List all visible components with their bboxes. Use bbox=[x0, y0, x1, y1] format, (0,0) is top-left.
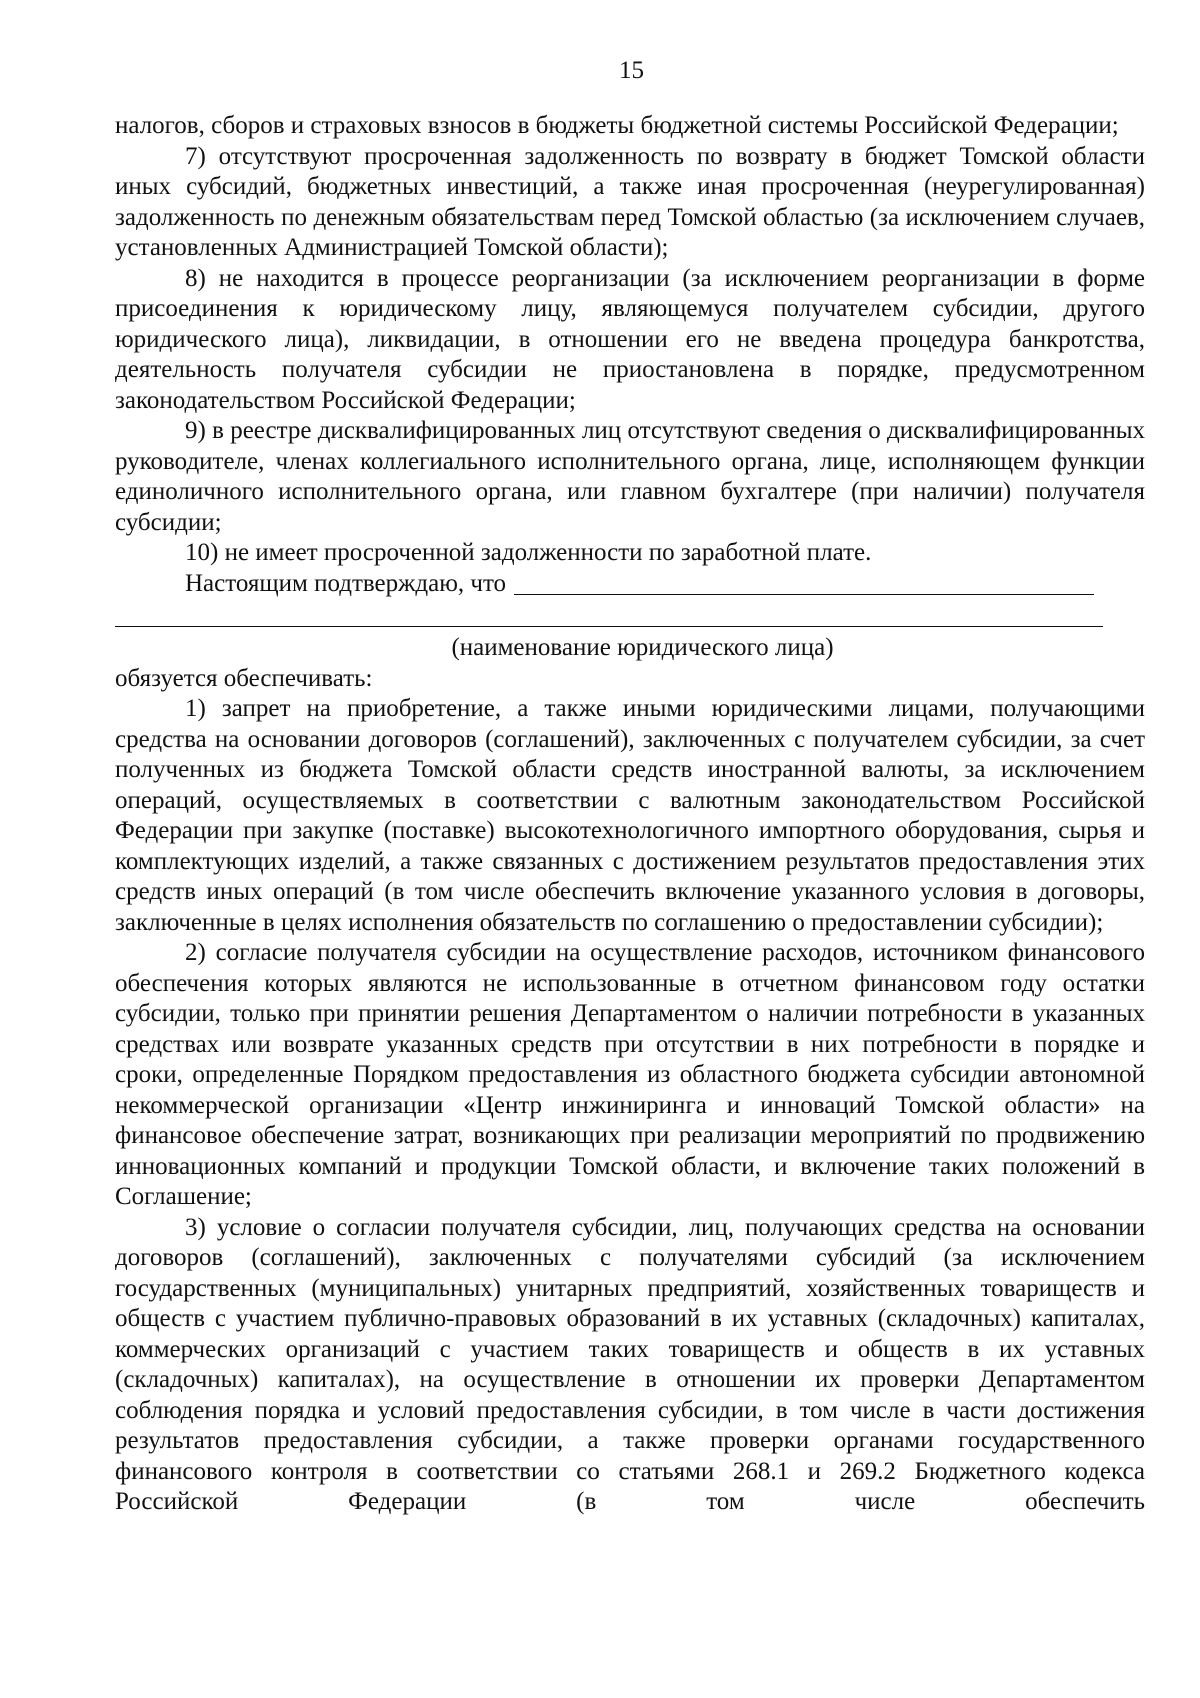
fill-in-blank bbox=[514, 594, 1094, 595]
confirm-text: Настоящим подтверждаю, что bbox=[185, 569, 507, 597]
paragraph-taxes-continuation: налогов, сборов и страховых взносов в бюджеты бюджетной системы Российской Федерации; bbox=[115, 112, 1119, 139]
confirm-line bbox=[115, 569, 1145, 600]
paragraph-item-8: 8) не находится в процессе реорганизации (за исключением реорганизации в форме присоединения к юридическому лицу, являющемуся получателем субсидии, другого юридического лица), ликвидации, в отношении его не введена процедура банкротства, деятельность получателя субсидии не приостановлена в порядке, предусмотренном законодательством Российской Федерации; bbox=[115, 264, 1145, 414]
paragraph-oblige-3: 3) условие о согласии получателя субсидии, лиц, получающих средства на основании договоров (соглашений), заключенных с получателями субсидий (за исключением государственных (муниципальных) унитарных предприятий, хозяйственных товариществ и обществ с участием публично-правовых образований в их уставных (складочных) капиталах, коммерческих организаций с участием таких товариществ и обществ в их уставных (складочных) капиталах), на осуществление в отношении их проверки Департаментом соблюдения порядка и условий предоставления субсидии, в том числе в части достижения результатов предоставления субсидии, а также проверки органами государственного финансового контроля в соответствии со статьями 268.1 и 269.2 Бюджетного кодекса Российской Федерации (в том числе обеспечить bbox=[115, 1213, 1145, 1515]
paragraph-item-10: 10) не имеет просроченной задолженности по заработной плате. bbox=[185, 539, 872, 566]
paragraph-oblige-2: 2) согласие получателя субсидии на осуществление расходов, источником финансового обеспечения которых являются не использованные в отчетном финансовом году остатки субсидии, только при принятии решения Департаментом о наличии потребности в указанных средствах или возврате указанных средств при отсутствии в них потребности в порядке и сроки, определенные Порядком предоставления из областного бюджета субсидии автономной некоммерческой организации «Центр инжиниринга и инноваций Томской области» на финансовое обеспечение затрат, возникающих при реализации мероприятий по продвижению инновационных компаний и продукции Томской области, и включение таких положений в Соглашение; bbox=[115, 939, 1145, 1210]
legal-entity-caption: (наименование юридического лица) bbox=[451, 634, 834, 661]
page-number: 15 bbox=[619, 57, 644, 84]
paragraph-oblige-1: 1) запрет на приобретение, а также иными юридическими лицами, получающими средства на основании договоров (соглашений), заключенных с получателем субсидии, за счет полученных из бюджета Томской области средств иностранной валюты, за исключением операций, осуществляемых в соответствии с валютным законодательством Российской Федерации при закупке (поставке) высокотехнологичного импортного оборудования, сырья и комплектующих изделий, а также связанных с достижением результатов предоставления этих средств иных операций (в том числе обеспечить включение указанного условия в договоры, заключенные в целях исполнения обязательств по соглашению о предоставлении субсидии); bbox=[115, 695, 1145, 936]
fill-in-full-line bbox=[115, 626, 1103, 627]
document-body bbox=[115, 111, 1145, 1518]
paragraph-item-9: 9) в реестре дисквалифицированных лиц отсутствуют сведения о дисквалифицированных руководителе, членах коллегиального исполнительного органа, лице, исполняющем функции единоличного исполнительного органа, или главном бухгалтере (при наличии) получателя субсидии; bbox=[115, 417, 1145, 536]
paragraph-item-7: 7) отсутствуют просроченная задолженность по возврату в бюджет Томской области иных субсидий, бюджетных инвестиций, а также иная просроченная (неурегулированная) задолженность по денежным обязательствам перед Томской областью (за исключением случаев, установленных Администрацией Томской области); bbox=[115, 142, 1145, 261]
obliges-line: обязуется обеспечивать: bbox=[115, 664, 373, 692]
